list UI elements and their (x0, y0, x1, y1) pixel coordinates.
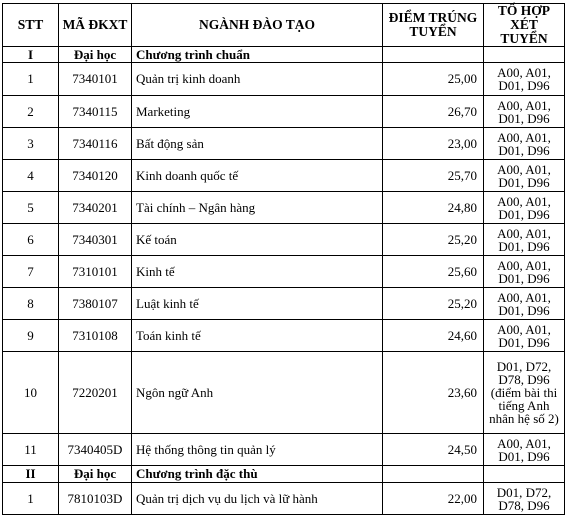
row-stt: 5 (3, 192, 59, 224)
section-track: Chương trình đặc thù (132, 466, 383, 483)
row-program-name: Hệ thống thông tin quản lý (132, 434, 383, 466)
header-code: MÃ ĐKXT (59, 4, 132, 47)
combo-line: A00, A01, (497, 321, 551, 337)
table-row (3, 63, 565, 96)
row-program-name: Toán kinh tế (132, 320, 383, 352)
row-code: 7220201 (59, 352, 132, 434)
row-stt: 3 (3, 128, 59, 160)
table-row (3, 96, 565, 128)
section-row (3, 466, 565, 483)
row-program-name: Quản trị dịch vụ du lịch và lữ hành (132, 483, 383, 515)
row-score: 23,60 (383, 352, 484, 434)
row-stt: 7 (3, 256, 59, 288)
row-code: 7340115 (59, 96, 132, 128)
header-score (383, 4, 484, 47)
combo-line: D78, D96 (498, 497, 550, 513)
combo-line: D01, D96 (498, 448, 550, 464)
row-code: 7310108 (59, 320, 132, 352)
combo-line: D01, D96 (498, 110, 550, 126)
header-combo-line1: TỔ HỢP (497, 3, 551, 18)
row-code: 7340120 (59, 160, 132, 192)
section-row (3, 47, 565, 63)
row-program-name: Tài chính – Ngân hàng (132, 192, 383, 224)
admission-scores-table (2, 3, 565, 515)
combo-line: tiếng Anh (498, 398, 550, 413)
combo-line: D01, D96 (498, 334, 550, 350)
row-program-name: Kinh tế (132, 256, 383, 288)
row-stt: 10 (3, 352, 59, 434)
row-combo (484, 63, 565, 96)
table-row (3, 128, 565, 160)
row-score: 24,80 (383, 192, 484, 224)
row-program-name: Marketing (132, 96, 383, 128)
row-code: 7380107 (59, 288, 132, 320)
row-stt: 6 (3, 224, 59, 256)
row-stt: 9 (3, 320, 59, 352)
table-row (3, 256, 565, 288)
row-code: 7310101 (59, 256, 132, 288)
table-row (3, 160, 565, 192)
combo-line: D01, D96 (498, 174, 550, 190)
combo-line: A00, A01, (497, 257, 551, 273)
row-combo (484, 320, 565, 352)
header-combo (484, 4, 565, 47)
row-stt: 8 (3, 288, 59, 320)
combo-line: D01, D96 (498, 270, 550, 286)
combo-line: A00, A01, (497, 65, 551, 80)
row-score: 22,00 (383, 483, 484, 515)
combo-line: D01, D96 (498, 78, 550, 93)
row-code: 7340116 (59, 128, 132, 160)
combo-line: D01, D96 (498, 206, 550, 222)
row-code: 7340405D (59, 434, 132, 466)
row-program-name: Quản trị kinh doanh (132, 63, 383, 96)
row-score: 25,20 (383, 288, 484, 320)
combo-line: D01, D96 (498, 302, 550, 318)
combo-line: (điểm bài thi (490, 385, 558, 400)
table-row (3, 288, 565, 320)
row-score: 25,20 (383, 224, 484, 256)
combo-line: A00, A01, (497, 161, 551, 177)
row-score: 26,70 (383, 96, 484, 128)
row-score: 25,60 (383, 256, 484, 288)
section-number: II (3, 466, 59, 483)
combo-line: A00, A01, (497, 435, 551, 451)
row-program-name: Ngôn ngữ Anh (132, 352, 383, 434)
row-stt: 1 (3, 483, 59, 515)
section-combo-empty (484, 466, 565, 483)
section-level: Đại học (59, 466, 132, 483)
combo-line: A00, A01, (497, 193, 551, 209)
header-stt: STT (3, 4, 59, 47)
row-combo (484, 434, 565, 466)
row-combo (484, 483, 565, 515)
combo-line: A00, A01, (497, 225, 551, 241)
row-program-name: Kế toán (132, 224, 383, 256)
row-combo (484, 224, 565, 256)
row-combo (484, 256, 565, 288)
section-track: Chương trình chuẩn (132, 47, 383, 63)
section-number: I (3, 47, 59, 63)
combo-line: D01, D72, (496, 359, 552, 374)
header-combo-line2: XÉT TUYỂN (500, 17, 548, 46)
table-row (3, 192, 565, 224)
combo-line: D78, D96 (498, 372, 550, 387)
row-score: 24,60 (383, 320, 484, 352)
header-row (3, 4, 565, 47)
table-row (3, 352, 565, 434)
row-score: 24,50 (383, 434, 484, 466)
row-combo (484, 352, 565, 434)
table-row (3, 483, 565, 515)
row-program-name: Kinh doanh quốc tế (132, 160, 383, 192)
combo-line: D01, D72, (496, 484, 552, 500)
row-score: 23,00 (383, 128, 484, 160)
row-stt: 4 (3, 160, 59, 192)
combo-line: A00, A01, (497, 97, 551, 113)
row-code: 7340201 (59, 192, 132, 224)
row-combo (484, 192, 565, 224)
row-score: 25,00 (383, 63, 484, 96)
row-stt: 1 (3, 63, 59, 96)
row-combo (484, 288, 565, 320)
row-code: 7810103D (59, 483, 132, 515)
section-score-empty (383, 47, 484, 63)
table-body (3, 47, 565, 515)
combo-line: A00, A01, (497, 289, 551, 305)
row-stt: 2 (3, 96, 59, 128)
header-score-line2: TUYỂN (409, 24, 457, 39)
section-score-empty (383, 466, 484, 483)
header-program: NGÀNH ĐÀO TẠO (132, 4, 383, 47)
section-level: Đại học (59, 47, 132, 63)
combo-line: D01, D96 (498, 238, 550, 254)
combo-line: nhân hệ số 2) (489, 411, 559, 426)
row-score: 25,70 (383, 160, 484, 192)
row-combo (484, 128, 565, 160)
row-combo (484, 160, 565, 192)
row-program-name: Bất động sản (132, 128, 383, 160)
row-code: 7340101 (59, 63, 132, 96)
table-row (3, 224, 565, 256)
section-combo-empty (484, 47, 565, 63)
combo-line: A00, A01, (497, 129, 551, 145)
row-stt: 11 (3, 434, 59, 466)
table-row (3, 434, 565, 466)
row-combo (484, 96, 565, 128)
combo-line: D01, D96 (498, 142, 550, 158)
row-code: 7340301 (59, 224, 132, 256)
row-program-name: Luật kinh tế (132, 288, 383, 320)
table-row (3, 320, 565, 352)
header-score-line1: ĐIỂM TRÚNG (388, 10, 478, 25)
